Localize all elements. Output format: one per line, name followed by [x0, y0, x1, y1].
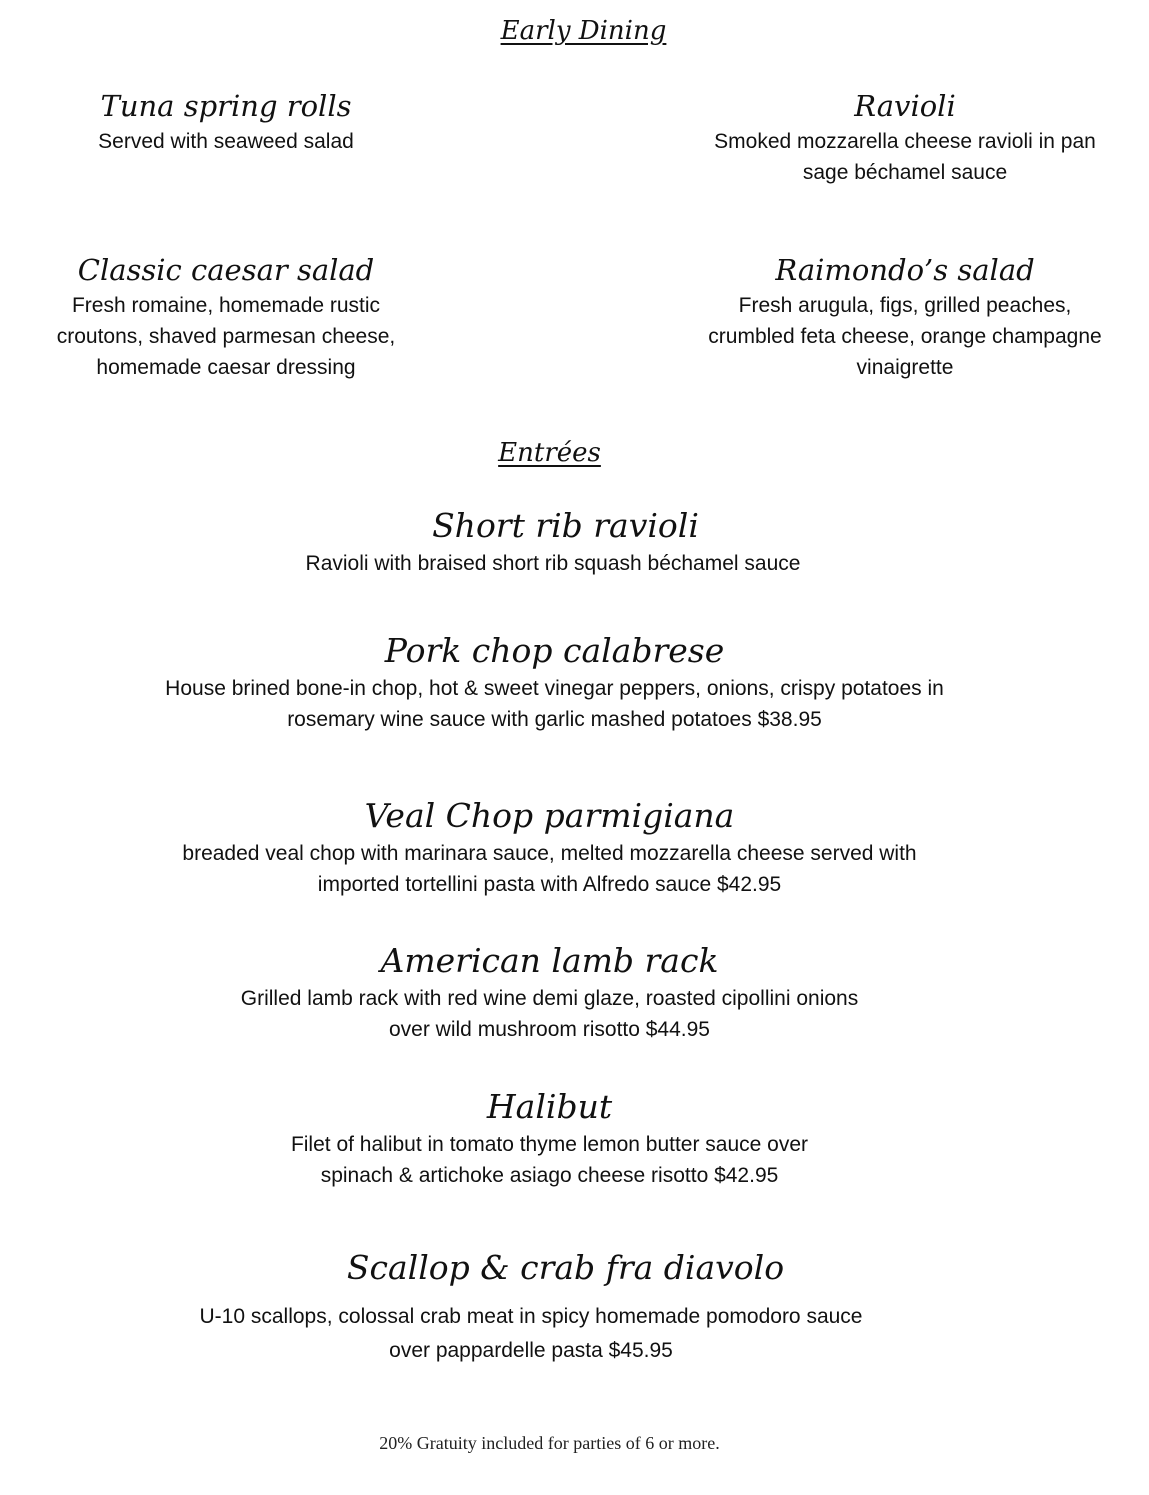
dish-description	[680, 290, 1130, 383]
dish-name: Scallop & crab fra diavolo	[346, 1248, 785, 1287]
description-line: rosemary wine sauce with garlic mashed potatoes $38.95	[287, 708, 822, 731]
dish-name: Ravioli	[854, 89, 956, 123]
description-line: Grilled lamb rack with red wine demi glaze, roasted cipollini onions	[240, 987, 859, 1010]
description-line: Served with seaweed salad	[98, 130, 354, 153]
description-line: Ravioli with braised short rib squash béchamel sauce	[305, 552, 801, 575]
entrees-heading: Entrées	[498, 438, 601, 468]
description-line: croutons, shaved parmesan cheese,	[56, 325, 396, 348]
description-line: Smoked mozzarella cheese ravioli in pan	[714, 130, 1096, 153]
description-line: crumbled feta cheese, orange champagne	[708, 325, 1102, 348]
description-line: Fresh arugula, figs, grilled peaches,	[738, 294, 1072, 317]
dish-name: Classic caesar salad	[77, 253, 375, 287]
description-line: vinaigrette	[856, 356, 954, 379]
description-line: over pappardelle pasta $45.95	[389, 1339, 673, 1362]
dish-description	[680, 126, 1130, 188]
description-line: breaded veal chop with marinara sauce, melted mozzarella cheese served with	[182, 842, 917, 865]
dish-description	[20, 290, 432, 383]
dish-description	[0, 1300, 1131, 1368]
menu-item-veal-chop-parmigiana	[0, 794, 1099, 900]
dish-name: American lamb rack	[380, 941, 719, 980]
dish-description	[0, 983, 1099, 1045]
dish-description	[0, 548, 1131, 579]
description-line: homemade caesar dressing	[96, 356, 356, 379]
dish-description	[0, 673, 1109, 735]
description-line: sage béchamel sauce	[802, 161, 1008, 184]
description-line: Filet of halibut in tomato thyme lemon butter sauce over	[290, 1133, 809, 1156]
menu-item-american-lamb-rack	[0, 939, 1099, 1045]
menu-item-scallop-crab-fra-diavolo	[0, 1246, 1131, 1368]
description-line: spinach & artichoke asiago cheese risotto $42.95	[320, 1164, 779, 1187]
dish-description	[0, 1129, 1099, 1191]
dish-name: Pork chop calabrese	[384, 631, 725, 670]
menu-item-classic-caesar-salad	[20, 250, 432, 383]
menu-item-raimondos-salad	[680, 250, 1130, 383]
description-line: Fresh romaine, homemade rustic	[71, 294, 381, 317]
description-line: U-10 scallops, colossal crab meat in spicy homemade pomodoro sauce	[199, 1305, 863, 1328]
menu-item-ravioli	[680, 86, 1130, 188]
menu-item-tuna-spring-rolls	[20, 86, 432, 157]
dish-name: Short rib ravioli	[432, 506, 699, 545]
dish-name: Raimondo’s salad	[775, 253, 1035, 287]
dish-description	[20, 126, 432, 157]
dish-name: Veal Chop parmigiana	[364, 796, 735, 835]
description-line: House brined bone-in chop, hot & sweet vinegar peppers, onions, crispy potatoes in	[165, 677, 944, 700]
description-line: imported tortellini pasta with Alfredo sauce $42.95	[317, 873, 782, 896]
description-line: over wild mushroom risotto $44.95	[389, 1018, 710, 1041]
menu-item-halibut	[0, 1085, 1099, 1191]
dish-name: Halibut	[486, 1087, 613, 1126]
menu-item-short-rib-ravioli	[0, 504, 1131, 579]
dish-name: Tuna spring rolls	[100, 89, 352, 123]
dish-description	[0, 838, 1099, 900]
gratuity-note: 20% Gratuity included for parties of 6 or more.	[379, 1433, 720, 1453]
early-dining-heading: Early Dining	[500, 16, 667, 46]
menu-item-pork-chop-calabrese	[0, 629, 1109, 735]
